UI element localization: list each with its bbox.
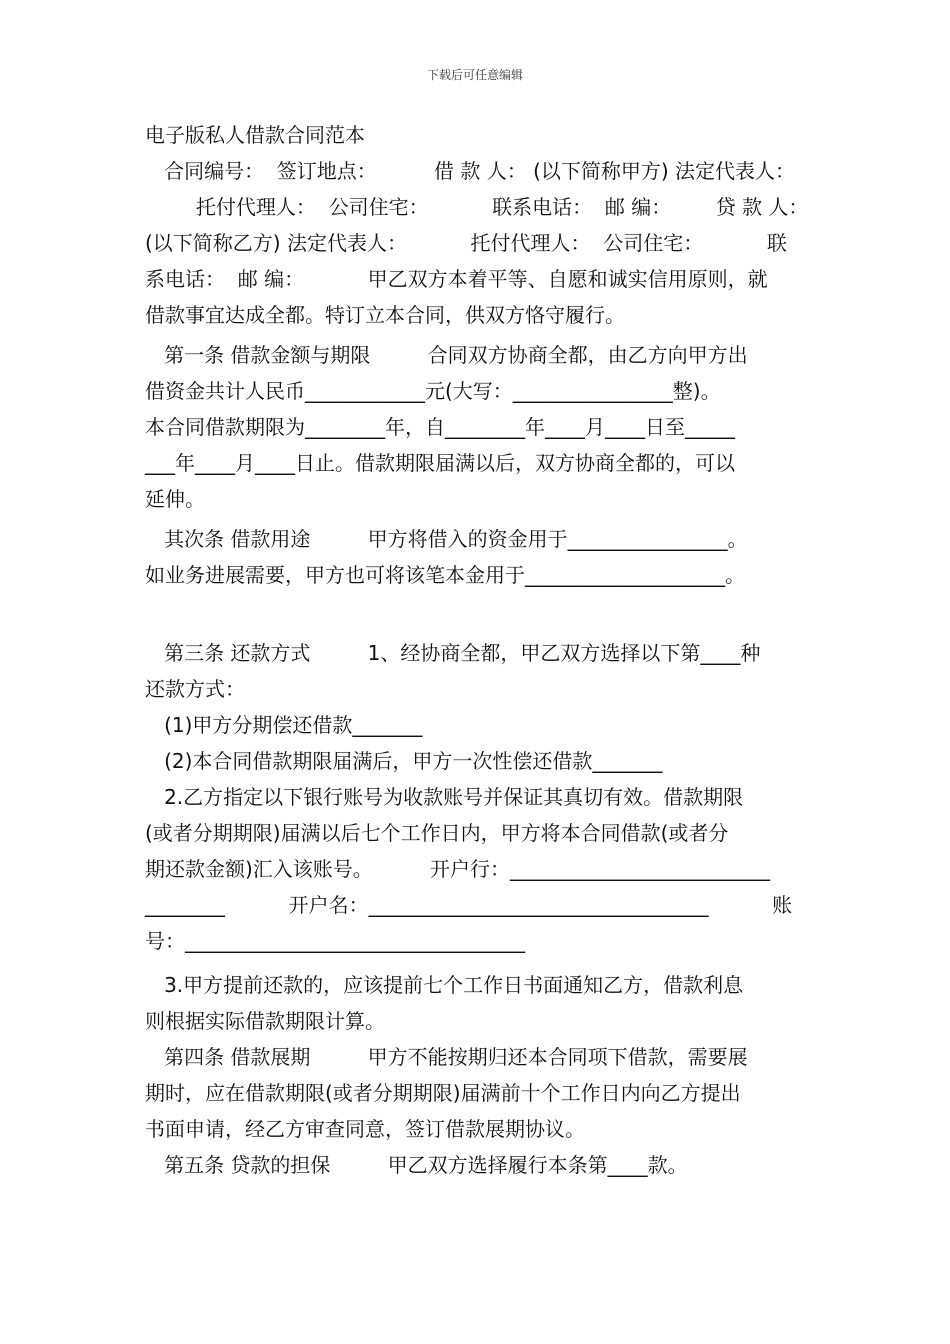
contract-line: 2.乙方指定以下银行账号为收款账号并保证其真切有效。借款期限	[145, 785, 744, 809]
contract-line: 如业务进展需要，甲方也可将该笔本金用于____________________。	[145, 563, 745, 587]
contract-line: 托付代理人： 公司住宅： 联系电话： 邮 编： 贷 款 人：	[145, 195, 809, 219]
contract-line: 期时，应在借款期限(或者分期期限)届满前十个工作日内向乙方提出	[145, 1081, 741, 1105]
contract-line: 第三条 还款方式 1、经协商全都，甲乙双方选择以下第____种	[145, 641, 761, 665]
contract-line: 本合同借款期限为________年，自________年____月____日至_____	[145, 415, 735, 439]
contract-line: 还款方式：	[145, 677, 245, 701]
contract-line: ___年____月____日止。借款期限届满以后，双方协商全都的，可以	[145, 451, 735, 475]
contract-line: (1)甲方分期偿还借款_______	[145, 713, 423, 737]
contract-line: 其次条 借款用途 甲方将借入的资金用于________________。	[145, 527, 748, 551]
contract-line: 借款事宜达成全都。特订立本合同，供双方恪守履行。	[145, 303, 625, 327]
document-title: 电子版私人借款合同范本	[145, 123, 365, 147]
contract-line: 期还款金额)汇入该账号。 开户行：__________________________	[145, 857, 771, 881]
contract-line: 借资金共计人民币____________元(大写：________________整)。	[145, 379, 721, 403]
contract-line: 3.甲方提前还款的，应该提前七个工作日书面通知乙方，借款利息	[145, 973, 744, 997]
contract-line: (或者分期期限)届满以后七个工作日内，甲方将本合同借款(或者分	[145, 821, 729, 845]
page-header: 下载后可任意编辑	[426, 68, 523, 82]
contract-line: ________ 开户名：__________________________________ 账	[145, 893, 793, 917]
contract-line: 第一条 借款金额与期限 合同双方协商全都，由乙方向甲方出	[145, 343, 748, 367]
contract-line: 合同编号： 签订地点： 借 款 人： (以下简称甲方) 法定代表人：	[145, 159, 796, 183]
contract-line: 号：__________________________________	[145, 929, 525, 953]
contract-line: 则根据实际借款期限计算。	[145, 1009, 385, 1033]
contract-line: 延伸。	[145, 487, 205, 511]
contract-line: 第四条 借款展期 甲方不能按期归还本合同项下借款，需要展	[145, 1045, 748, 1069]
contract-line: 系电话： 邮 编： 甲乙双方本着平等、自愿和诚实信用原则，就	[145, 267, 768, 291]
contract-line: 第五条 贷款的担保 甲乙双方选择履行本条第____款。	[145, 1153, 688, 1177]
contract-line: (2)本合同借款期限届满后，甲方一次性偿还借款_______	[145, 749, 663, 773]
contract-line: 书面申请，经乙方审查同意，签订借款展期协议。	[145, 1117, 585, 1141]
contract-line: (以下简称乙方) 法定代表人： 托付代理人： 公司住宅： 联	[145, 231, 787, 255]
